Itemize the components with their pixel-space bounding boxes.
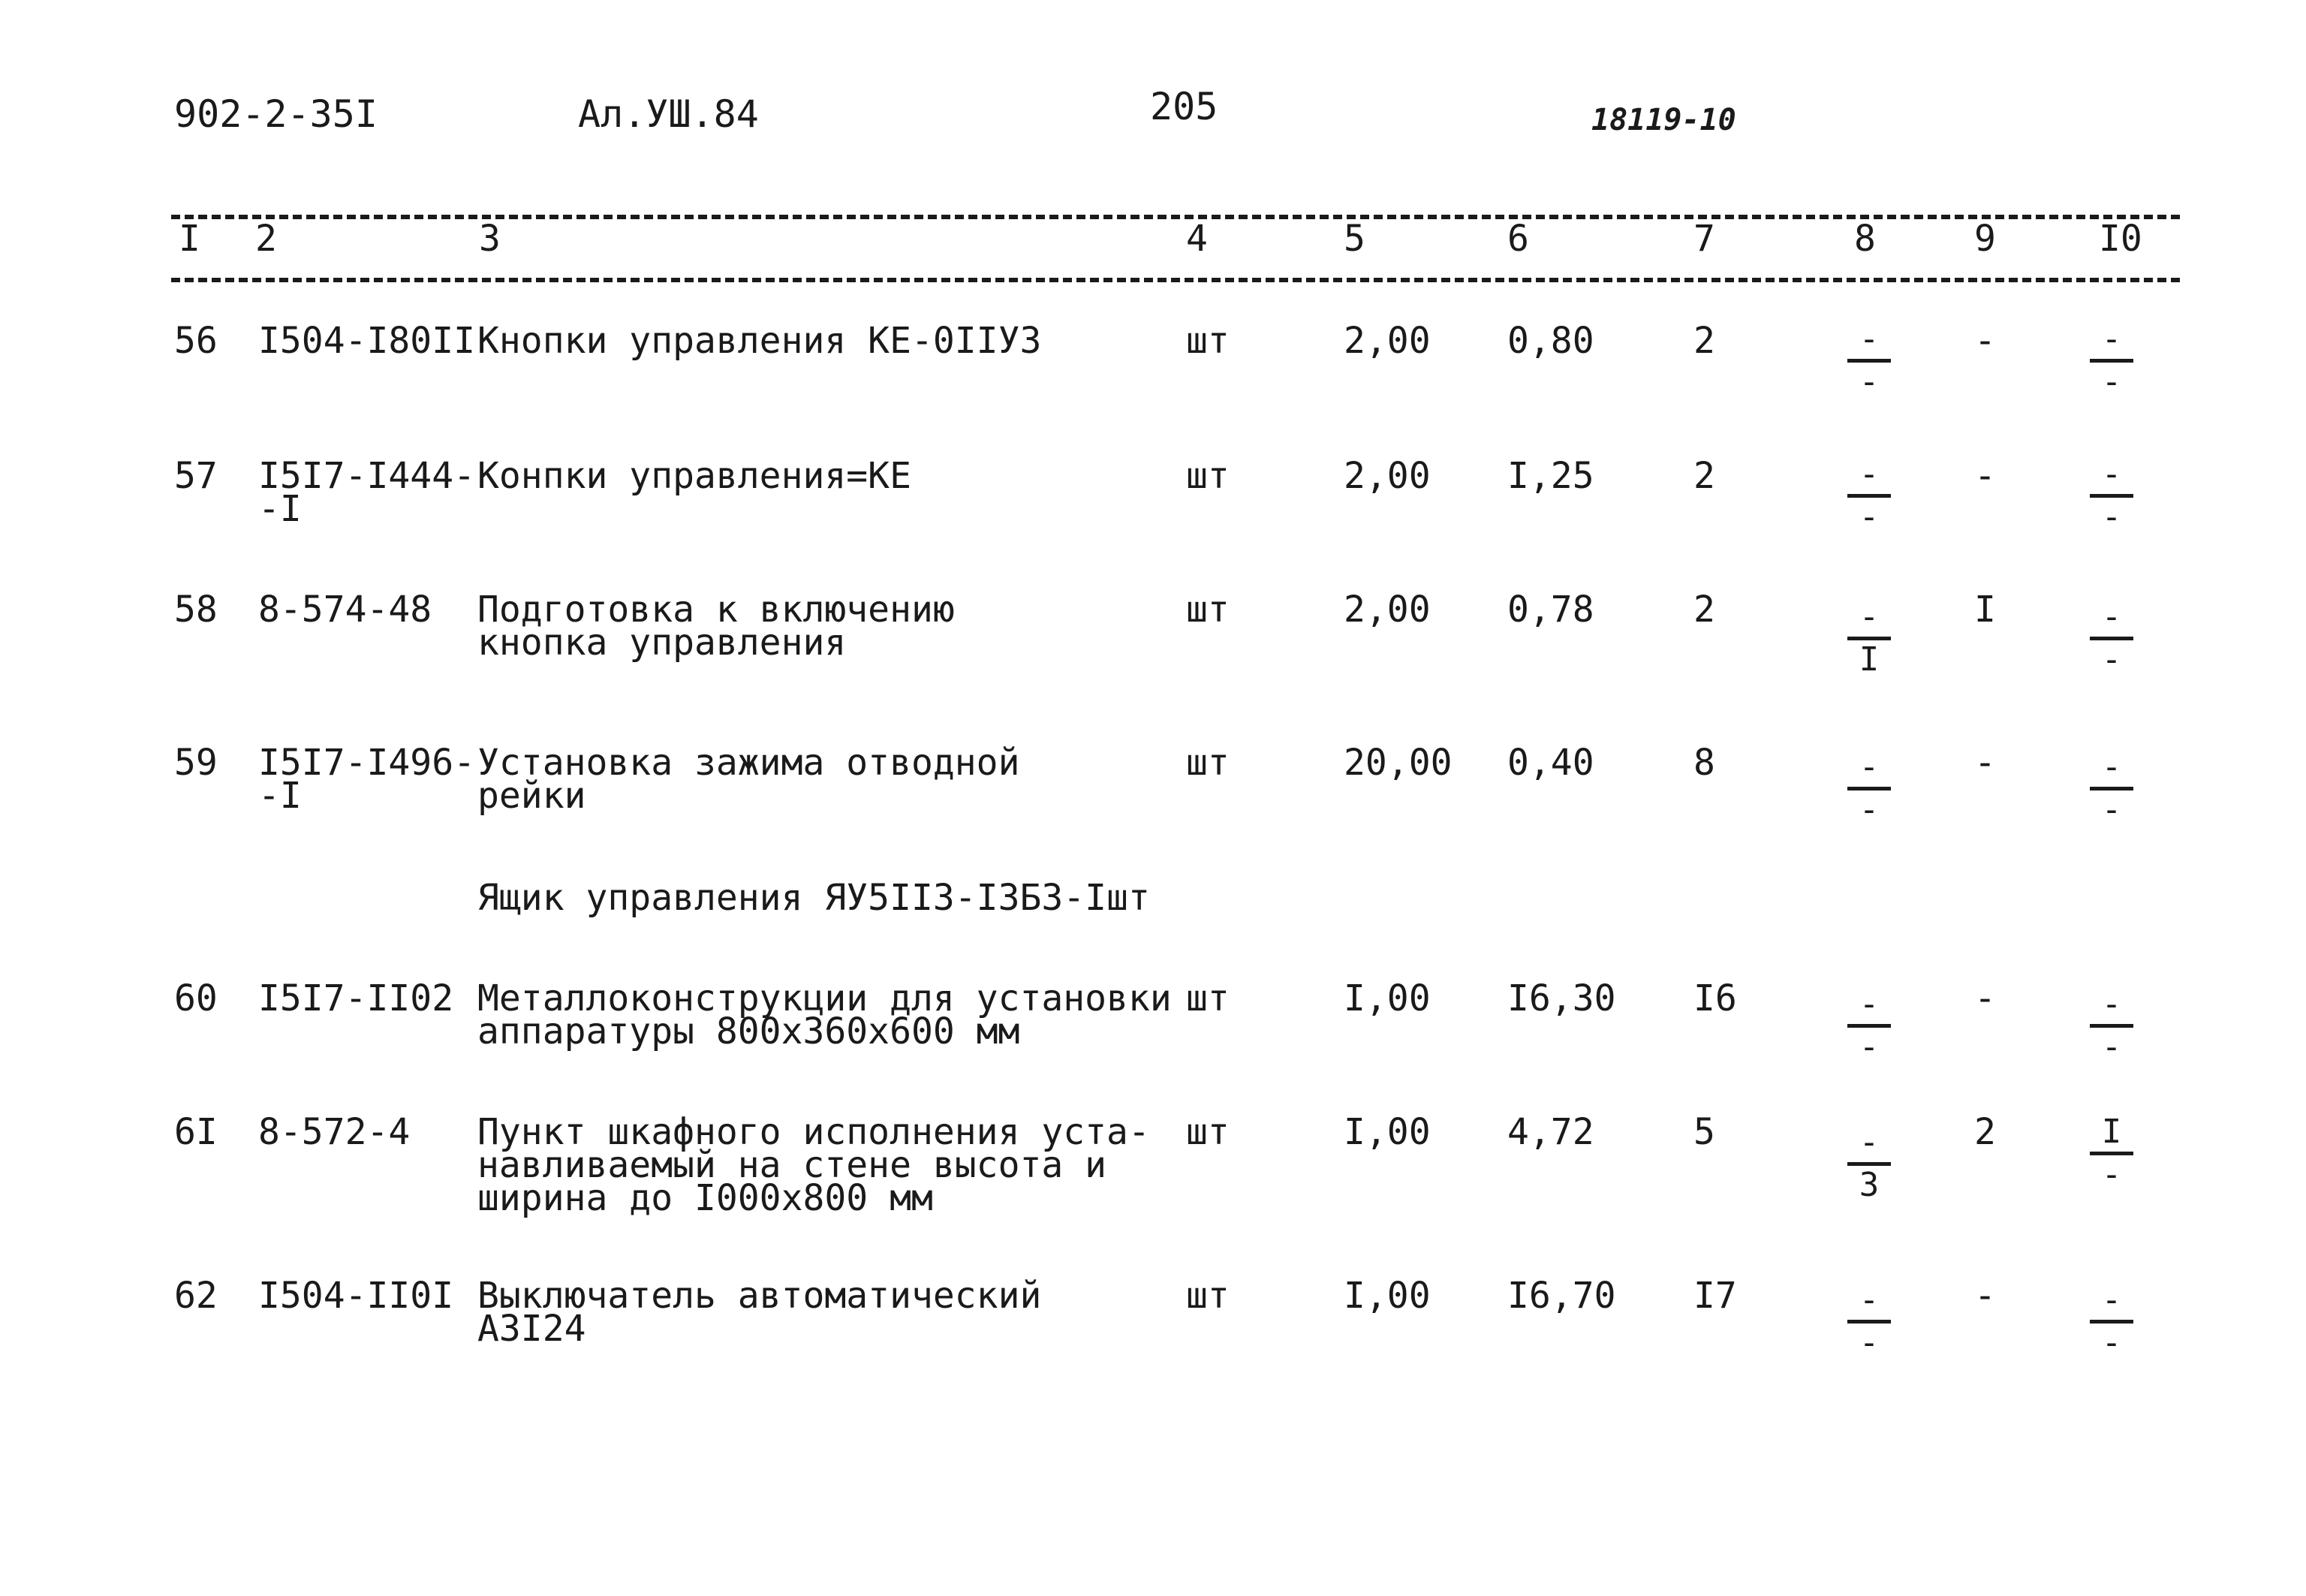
fraction-top: - bbox=[2101, 985, 2122, 1023]
column-10-fraction bbox=[2085, 748, 2138, 829]
total-value: 8 bbox=[1693, 742, 1715, 784]
work-description: Пункт шкафного исполнения уста- навливаемый на стене высота и ширина до I000х800 мм bbox=[477, 1111, 1150, 1219]
fraction-bottom: 3 bbox=[1859, 1166, 1880, 1204]
column-9-value: 2 bbox=[1974, 1111, 1996, 1153]
fraction-top: - bbox=[2101, 455, 2122, 493]
column-9-value: - bbox=[1974, 742, 1996, 784]
work-description: Выключатель автоматический А3I24 bbox=[477, 1275, 1042, 1350]
column-8-fraction bbox=[1843, 1281, 1895, 1362]
column-10-fraction bbox=[2085, 1281, 2138, 1362]
fraction-bottom: - bbox=[1859, 363, 1880, 401]
fraction-top: - bbox=[1859, 320, 1880, 358]
norm-value: 0,80 bbox=[1507, 320, 1594, 362]
fraction-top: - bbox=[1859, 1281, 1880, 1319]
column-10-fraction bbox=[2085, 455, 2138, 536]
column-10-fraction bbox=[2085, 985, 2138, 1066]
work-description: Подготовка к включению кнопка управления bbox=[477, 589, 955, 664]
work-description: Конпки управления=КЕ bbox=[477, 455, 911, 497]
unit: шт bbox=[1186, 977, 1230, 1019]
quantity: 2,00 bbox=[1344, 589, 1431, 631]
column-8-fraction bbox=[1843, 320, 1895, 401]
total-value: I6 bbox=[1693, 977, 1737, 1019]
unit: шт bbox=[1186, 1275, 1230, 1317]
column-header-4: 4 bbox=[1186, 218, 1208, 260]
column-10-fraction bbox=[2085, 320, 2138, 401]
total-value: 2 bbox=[1693, 320, 1715, 362]
unit: шт bbox=[1186, 589, 1230, 631]
fraction-top: - bbox=[2101, 1281, 2122, 1319]
quantity: 2,00 bbox=[1344, 320, 1431, 362]
fraction-bottom: I bbox=[1859, 640, 1880, 679]
work-description: Металлоконструкции для установки аппаратуры 800х360х600 мм bbox=[477, 977, 1172, 1052]
header-rule-bottom bbox=[171, 278, 2180, 282]
fraction-top: - bbox=[1859, 598, 1880, 636]
norm-value: 0,78 bbox=[1507, 589, 1594, 631]
total-value: 2 bbox=[1693, 455, 1715, 497]
fraction-bottom: - bbox=[1859, 1323, 1880, 1362]
unit: шт bbox=[1186, 320, 1230, 362]
fraction-top: - bbox=[1859, 748, 1880, 786]
price-code: I5I7-I496- -I bbox=[258, 742, 475, 817]
column-8-fraction bbox=[1843, 455, 1895, 536]
fraction-top: - bbox=[2101, 320, 2122, 358]
series-number: 902-2-35I bbox=[174, 92, 378, 136]
norm-value: 0,40 bbox=[1507, 742, 1594, 784]
unit: шт bbox=[1186, 1111, 1230, 1153]
fraction-top: - bbox=[1859, 985, 1880, 1023]
price-code: I5I7-I444- -I bbox=[258, 455, 475, 530]
norm-value: I6,70 bbox=[1507, 1275, 1616, 1317]
row-number: 57 bbox=[174, 455, 218, 497]
norm-value: I,25 bbox=[1507, 455, 1594, 497]
fraction-bottom: - bbox=[1859, 790, 1880, 829]
row-number: 58 bbox=[174, 589, 218, 631]
column-8-fraction bbox=[1843, 1123, 1895, 1204]
fraction-top: - bbox=[1859, 1123, 1880, 1161]
price-code: 8-574-48 bbox=[258, 589, 432, 631]
unit: шт bbox=[1186, 455, 1230, 497]
page-number: 205 bbox=[1150, 85, 1218, 128]
fraction-top: - bbox=[1859, 455, 1880, 493]
fraction-bottom: - bbox=[1859, 1028, 1880, 1066]
album-number: Ал.УШ.84 bbox=[578, 92, 759, 136]
fraction-bottom: - bbox=[2101, 790, 2122, 829]
column-8-fraction bbox=[1843, 985, 1895, 1066]
column-header-5: 5 bbox=[1344, 218, 1365, 260]
row-number: 56 bbox=[174, 320, 218, 362]
price-code: I504-II0I bbox=[258, 1275, 454, 1317]
fraction-top: - bbox=[2101, 748, 2122, 786]
row-number: 6I bbox=[174, 1111, 218, 1153]
row-number: 60 bbox=[174, 977, 218, 1019]
fraction-bottom: - bbox=[2101, 498, 2122, 536]
price-code: I504-I80II bbox=[258, 320, 475, 362]
price-code: 8-572-4 bbox=[258, 1111, 411, 1153]
quantity: 2,00 bbox=[1344, 455, 1431, 497]
column-header-1: I bbox=[179, 218, 200, 260]
column-header-6: 6 bbox=[1507, 218, 1529, 260]
column-9-value: - bbox=[1974, 320, 1996, 362]
column-9-value: - bbox=[1974, 977, 1996, 1019]
fraction-bottom: - bbox=[2101, 640, 2122, 679]
norm-value: I6,30 bbox=[1507, 977, 1616, 1019]
quantity: 20,00 bbox=[1344, 742, 1453, 784]
fraction-top: I bbox=[2101, 1113, 2122, 1151]
column-8-fraction bbox=[1843, 598, 1895, 679]
fraction-bottom: - bbox=[2101, 1155, 2122, 1194]
column-header-7: 7 bbox=[1693, 218, 1715, 260]
row-number: 59 bbox=[174, 742, 218, 784]
fraction-top: - bbox=[2101, 598, 2122, 636]
column-10-fraction bbox=[2085, 598, 2138, 679]
fraction-bottom: - bbox=[2101, 1323, 2122, 1362]
inventory-stamp: 18119-10 bbox=[1591, 103, 1736, 137]
row-number: 62 bbox=[174, 1275, 218, 1317]
column-header-2: 2 bbox=[255, 218, 277, 260]
column-9-value: - bbox=[1974, 1275, 1996, 1317]
fraction-bottom: - bbox=[1859, 498, 1880, 536]
work-description: Установка зажима отводной рейки bbox=[477, 742, 1020, 817]
total-value: 2 bbox=[1693, 589, 1715, 631]
unit: шт bbox=[1186, 742, 1230, 784]
total-value: 5 bbox=[1693, 1111, 1715, 1153]
header-rule-top bbox=[171, 215, 2180, 219]
column-header-10: I0 bbox=[2099, 218, 2142, 260]
column-header-3: 3 bbox=[479, 218, 501, 260]
column-9-value: - bbox=[1974, 455, 1996, 497]
column-header-8: 8 bbox=[1854, 218, 1876, 260]
quantity: I,00 bbox=[1344, 1275, 1431, 1317]
column-9-value: I bbox=[1974, 589, 1996, 631]
quantity: I,00 bbox=[1344, 977, 1431, 1019]
total-value: I7 bbox=[1693, 1275, 1737, 1317]
norm-value: 4,72 bbox=[1507, 1111, 1594, 1153]
work-description: Кнопки управления КЕ-0IIУ3 bbox=[477, 320, 1042, 362]
fraction-bottom: - bbox=[2101, 1028, 2122, 1066]
fraction-bottom: - bbox=[2101, 363, 2122, 401]
column-10-fraction bbox=[2085, 1113, 2138, 1194]
price-code: I5I7-II02 bbox=[258, 977, 454, 1019]
column-header-9: 9 bbox=[1974, 218, 1996, 260]
quantity: I,00 bbox=[1344, 1111, 1431, 1153]
section-title: Ящик управления ЯУ5II3-I3Б3-Iшт bbox=[477, 877, 1150, 919]
column-8-fraction bbox=[1843, 748, 1895, 829]
